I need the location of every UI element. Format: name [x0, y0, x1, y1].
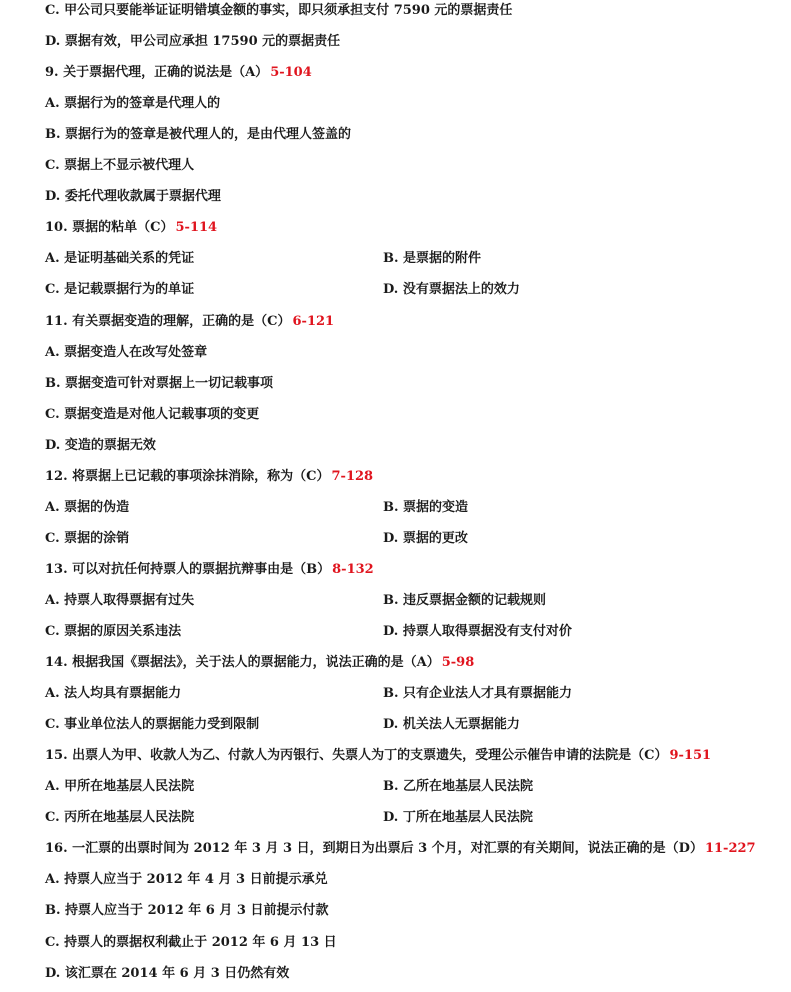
- option-text: B. 票据的变造: [383, 499, 469, 515]
- question-text: 16. 一汇票的出票时间为 2012 年 3 月 3 日，到期日为出票后 3 个月，对汇票的有关期间，说法正确的是（D）: [45, 841, 703, 857]
- question-stem: [45, 560, 374, 580]
- answer-option: [45, 374, 273, 394]
- question-text: 13. 可以对抗任何持票人的票据抗辩事由是（B）: [45, 561, 331, 577]
- option-text: C. 持票人的票据权利截止于 2012 年 6 月 13 日: [45, 934, 337, 950]
- option-text: A. 票据的伪造: [45, 499, 130, 515]
- option-text: A. 法人均具有票据能力: [45, 686, 182, 702]
- option-text: D. 票据有效，甲公司应承担 17590 元的票据责任: [45, 34, 341, 50]
- question-text: 12. 将票据上已记载的事项涂抹消除，称为（C）: [45, 468, 330, 484]
- page-reference: 8-132: [332, 561, 374, 577]
- answer-option: [45, 808, 533, 828]
- option-text: A. 持票人应当于 2012 年 4 月 3 日前提示承兑: [45, 872, 328, 888]
- option-text: B. 票据行为的签章是被代理人的，是由代理人签盖的: [45, 127, 352, 143]
- answer-option: [45, 901, 328, 921]
- question-stem: [45, 312, 334, 332]
- answer-option: [45, 436, 156, 456]
- option-text: C. 票据的原因关系违法: [45, 624, 182, 639]
- answer-option: [45, 156, 194, 176]
- option-text: C. 是记载票据行为的单证: [45, 282, 195, 298]
- option-text: B. 持票人应当于 2012 年 6 月 3 日前提示付款: [45, 903, 329, 919]
- question-text: 10. 票据的粘单（C）: [45, 220, 174, 236]
- answer-option: [45, 125, 351, 145]
- question-text: 11. 有关票据变造的理解，正确的是（C）: [45, 313, 291, 329]
- question-text: 9. 关于票据代理，正确的说法是（A）: [45, 65, 269, 81]
- option-text: B. 违反票据金额的记载规则: [383, 592, 547, 608]
- answer-option: [45, 622, 572, 642]
- option-text: A. 票据变造人在改写处签章: [45, 344, 208, 360]
- answer-option: [45, 684, 573, 704]
- option-text: C. 票据上不显示被代理人: [45, 158, 195, 174]
- option-text: C. 甲公司只要能举证证明错填金额的事实，即只须承担支付 7590 元的票据责任: [45, 3, 513, 18]
- option-text: D. 该汇票在 2014 年 6 月 3 日仍然有效: [45, 965, 290, 981]
- option-text: B. 是票据的附件: [383, 251, 482, 267]
- question-stem: [45, 653, 474, 673]
- answer-option: [45, 187, 221, 207]
- question-stem: [45, 467, 373, 487]
- page-reference: 9-151: [669, 748, 712, 764]
- answer-option: [45, 280, 520, 300]
- page-reference: 7-128: [331, 468, 374, 484]
- answer-option: [45, 777, 534, 797]
- answer-option: [45, 933, 337, 953]
- answer-option: [45, 529, 468, 549]
- answer-option: [45, 1, 512, 21]
- answer-option: [45, 405, 259, 425]
- option-text: B. 乙所在地基层人民法院: [383, 779, 534, 795]
- answer-option: [45, 343, 207, 363]
- answer-option: [45, 870, 328, 890]
- page-reference: 6-121: [292, 313, 335, 329]
- question-text: 14. 根据我国《票据法》，关于法人的票据能力，说法正确的是（A）: [45, 655, 440, 671]
- answer-option: [45, 32, 340, 52]
- answer-option: [45, 591, 547, 611]
- option-text: A. 是证明基础关系的凭证: [45, 251, 195, 267]
- option-text: A. 票据行为的签章是代理人的: [45, 96, 221, 112]
- question-stem: [45, 63, 312, 83]
- option-text: C. 丙所在地基层人民法院: [45, 810, 195, 826]
- page-reference: 5-98: [441, 655, 475, 671]
- question-stem: [45, 746, 711, 766]
- answer-option: [45, 94, 220, 114]
- answer-option: [45, 249, 482, 269]
- answer-option: [45, 498, 469, 518]
- answer-option: [45, 964, 289, 984]
- option-text: D. 变造的票据无效: [45, 437, 156, 453]
- question-stem: [45, 218, 217, 238]
- option-text: C. 票据的涂销: [45, 530, 130, 546]
- page-reference: 5-104: [270, 65, 312, 81]
- answer-option: [45, 715, 520, 735]
- question-stem: [45, 839, 756, 859]
- page-reference: 5-114: [175, 220, 218, 236]
- option-text: D. 机关法人无票据能力: [383, 717, 520, 733]
- option-text: B. 票据变造可针对票据上一切记载事项: [45, 375, 274, 391]
- question-text: 15. 出票人为甲、收款人为乙、付款人为丙银行、失票人为丁的支票遗失，受理公示催告申请的法院是（C）: [45, 748, 668, 764]
- option-text: C. 事业单位法人的票据能力受到限制: [45, 717, 260, 733]
- option-text: D. 持票人取得票据没有支付对价: [383, 624, 572, 639]
- option-text: D. 没有票据法上的效力: [383, 282, 520, 298]
- option-text: B. 只有企业法人才具有票据能力: [383, 686, 573, 702]
- option-text: A. 持票人取得票据有过失: [45, 592, 195, 608]
- option-text: D. 票据的更改: [383, 530, 468, 546]
- option-text: A. 甲所在地基层人民法院: [45, 779, 195, 795]
- option-text: D. 委托代理收款属于票据代理: [45, 189, 221, 205]
- page-reference: 11-227: [704, 841, 756, 857]
- option-text: D. 丁所在地基层人民法院: [383, 810, 533, 826]
- option-text: C. 票据变造是对他人记载事项的变更: [45, 406, 260, 422]
